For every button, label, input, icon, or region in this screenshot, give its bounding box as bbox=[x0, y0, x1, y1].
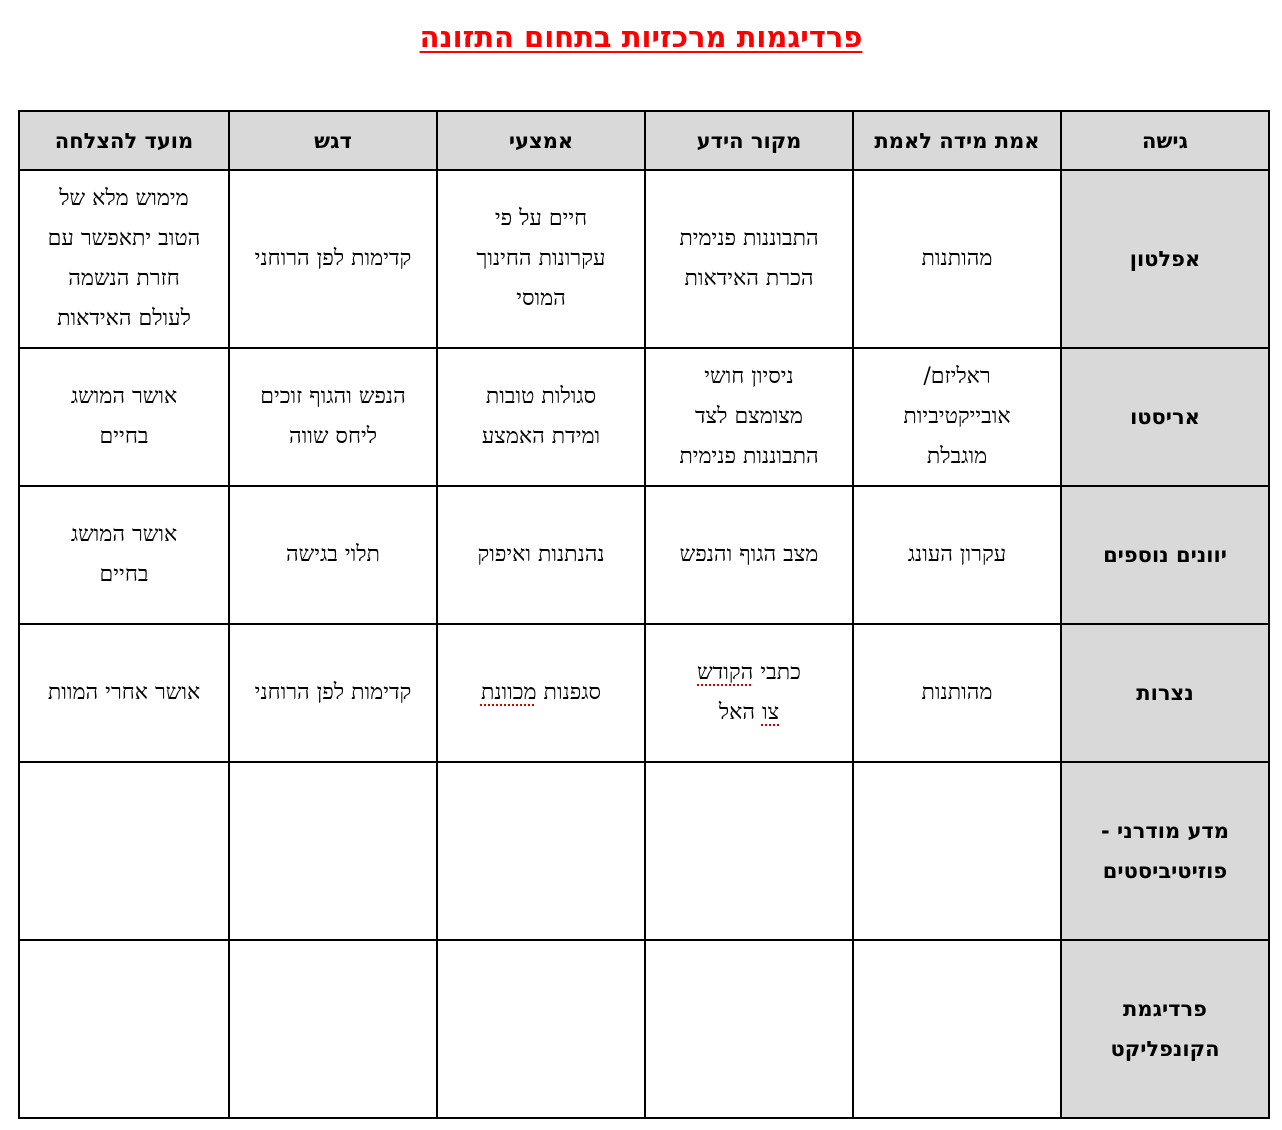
cell-text: בחיים bbox=[99, 424, 149, 449]
cell-text: מצב הגוף והנפש bbox=[679, 542, 819, 567]
success-time-cell bbox=[19, 762, 229, 940]
approach-cell bbox=[1061, 762, 1269, 940]
approach-label: פרדיגמת bbox=[1123, 997, 1207, 1021]
cell-text: התבוננות פנימית bbox=[679, 226, 819, 251]
spellcheck-word: הקודש bbox=[697, 660, 754, 685]
table-row-conflict-paradigm bbox=[19, 940, 1269, 1118]
table-row-aristotle bbox=[19, 348, 1269, 486]
cell-text: תלוי בגישה bbox=[286, 542, 380, 567]
spellcheck-word: מכוונת bbox=[480, 680, 537, 705]
approach-label: יוונים נוספים bbox=[1103, 543, 1227, 567]
knowledge-source-cell bbox=[645, 624, 853, 762]
paradigms-table bbox=[18, 110, 1270, 1119]
approach-cell bbox=[1061, 940, 1269, 1118]
cell-text: כתבי הקודש bbox=[697, 660, 801, 685]
approach-cell bbox=[1061, 486, 1269, 624]
success-time-cell bbox=[19, 940, 229, 1118]
means-cell bbox=[437, 762, 645, 940]
truth-criterion-cell bbox=[853, 624, 1061, 762]
header-truth-criterion: אמת מידה לאמת bbox=[853, 111, 1061, 170]
means-cell bbox=[437, 348, 645, 486]
cell-text: עקרונות החינוך bbox=[476, 246, 606, 271]
knowledge-source-cell bbox=[645, 348, 853, 486]
cell-text: אושר המושג bbox=[70, 522, 178, 547]
approach-cell bbox=[1061, 624, 1269, 762]
header-means: אמצעי bbox=[437, 111, 645, 170]
success-time-cell bbox=[19, 348, 229, 486]
emphasis-cell bbox=[229, 762, 437, 940]
approach-label: פוזיטיביסטים bbox=[1102, 859, 1228, 883]
header-approach: גישה bbox=[1061, 111, 1269, 170]
approach-label: הקונפליקט bbox=[1110, 1037, 1220, 1061]
cell-text: הטוב יתאפשר עם bbox=[47, 226, 201, 251]
knowledge-source-cell bbox=[645, 486, 853, 624]
cell-text: אושר אחרי המוות bbox=[47, 680, 201, 705]
table-header-row bbox=[19, 111, 1269, 170]
spellcheck-word: צו bbox=[761, 700, 780, 725]
emphasis-cell bbox=[229, 940, 437, 1118]
success-time-cell bbox=[19, 624, 229, 762]
cell-text: מהותנות bbox=[921, 246, 993, 271]
knowledge-source-cell bbox=[645, 762, 853, 940]
cell-text: חזרת הנשמה bbox=[68, 266, 180, 291]
cell-text: אושר המושג bbox=[70, 384, 178, 409]
cell-text: ומידת האמצע bbox=[481, 424, 601, 449]
cell-text: הכרת האידאות bbox=[684, 266, 814, 291]
emphasis-cell bbox=[229, 348, 437, 486]
cell-text: מוגבלת bbox=[926, 444, 988, 469]
cell-text: הנפש והגוף זוכים bbox=[260, 384, 406, 409]
cell-text: סגולות טובות bbox=[485, 384, 597, 409]
truth-criterion-cell bbox=[853, 486, 1061, 624]
success-time-cell bbox=[19, 170, 229, 348]
cell-text: אובייקטיביות bbox=[903, 404, 1011, 429]
truth-criterion-cell bbox=[853, 170, 1061, 348]
means-cell bbox=[437, 170, 645, 348]
cell-text: סגפנות מכוונת bbox=[480, 680, 602, 705]
success-time-cell bbox=[19, 486, 229, 624]
header-knowledge-source: מקור הידע bbox=[645, 111, 853, 170]
cell-text: קדימות לפן הרוחני bbox=[254, 246, 412, 271]
table-row-modern-science bbox=[19, 762, 1269, 940]
approach-label: נצרות bbox=[1136, 681, 1194, 705]
means-cell bbox=[437, 624, 645, 762]
means-cell bbox=[437, 486, 645, 624]
cell-text: חיים על פי bbox=[494, 206, 588, 231]
cell-text: צו האל bbox=[718, 700, 780, 725]
approach-cell bbox=[1061, 348, 1269, 486]
cell-text: עקרון העונג bbox=[907, 542, 1007, 567]
means-cell bbox=[437, 940, 645, 1118]
header-success-time: מועד להצלחה bbox=[19, 111, 229, 170]
knowledge-source-cell bbox=[645, 170, 853, 348]
cell-text: ראליזם/ bbox=[923, 364, 991, 389]
document-title: פרדיגמות מרכזיות בתחום התזונה bbox=[419, 20, 863, 54]
truth-criterion-cell bbox=[853, 762, 1061, 940]
approach-label: מדע מודרני - bbox=[1101, 819, 1229, 843]
approach-label: אריסטו bbox=[1130, 405, 1200, 429]
emphasis-cell bbox=[229, 624, 437, 762]
cell-text: נהנתנות ואיפוק bbox=[477, 542, 605, 567]
cell-text: מימוש מלא של bbox=[59, 186, 189, 211]
header-emphasis: דגש bbox=[229, 111, 437, 170]
cell-text: קדימות לפן הרוחני bbox=[254, 680, 412, 705]
truth-criterion-cell bbox=[853, 940, 1061, 1118]
emphasis-cell bbox=[229, 170, 437, 348]
cell-text: מהותנות bbox=[921, 680, 993, 705]
cell-text: לעולם האידאות bbox=[57, 306, 191, 331]
cell-text: המוסי bbox=[516, 286, 566, 311]
cell-text: מצומצם לצד bbox=[695, 404, 803, 429]
approach-label: אפלטון bbox=[1129, 247, 1201, 271]
knowledge-source-cell bbox=[645, 940, 853, 1118]
approach-cell bbox=[1061, 170, 1269, 348]
cell-text: ניסיון חושי bbox=[704, 364, 794, 389]
emphasis-cell bbox=[229, 486, 437, 624]
table-row-plato bbox=[19, 170, 1269, 348]
cell-text: ליחס שווה bbox=[288, 424, 378, 449]
truth-criterion-cell bbox=[853, 348, 1061, 486]
cell-text: התבוננות פנימית bbox=[679, 444, 819, 469]
cell-text: בחיים bbox=[99, 562, 149, 587]
table-row-christianity bbox=[19, 624, 1269, 762]
table-row-other-greeks bbox=[19, 486, 1269, 624]
